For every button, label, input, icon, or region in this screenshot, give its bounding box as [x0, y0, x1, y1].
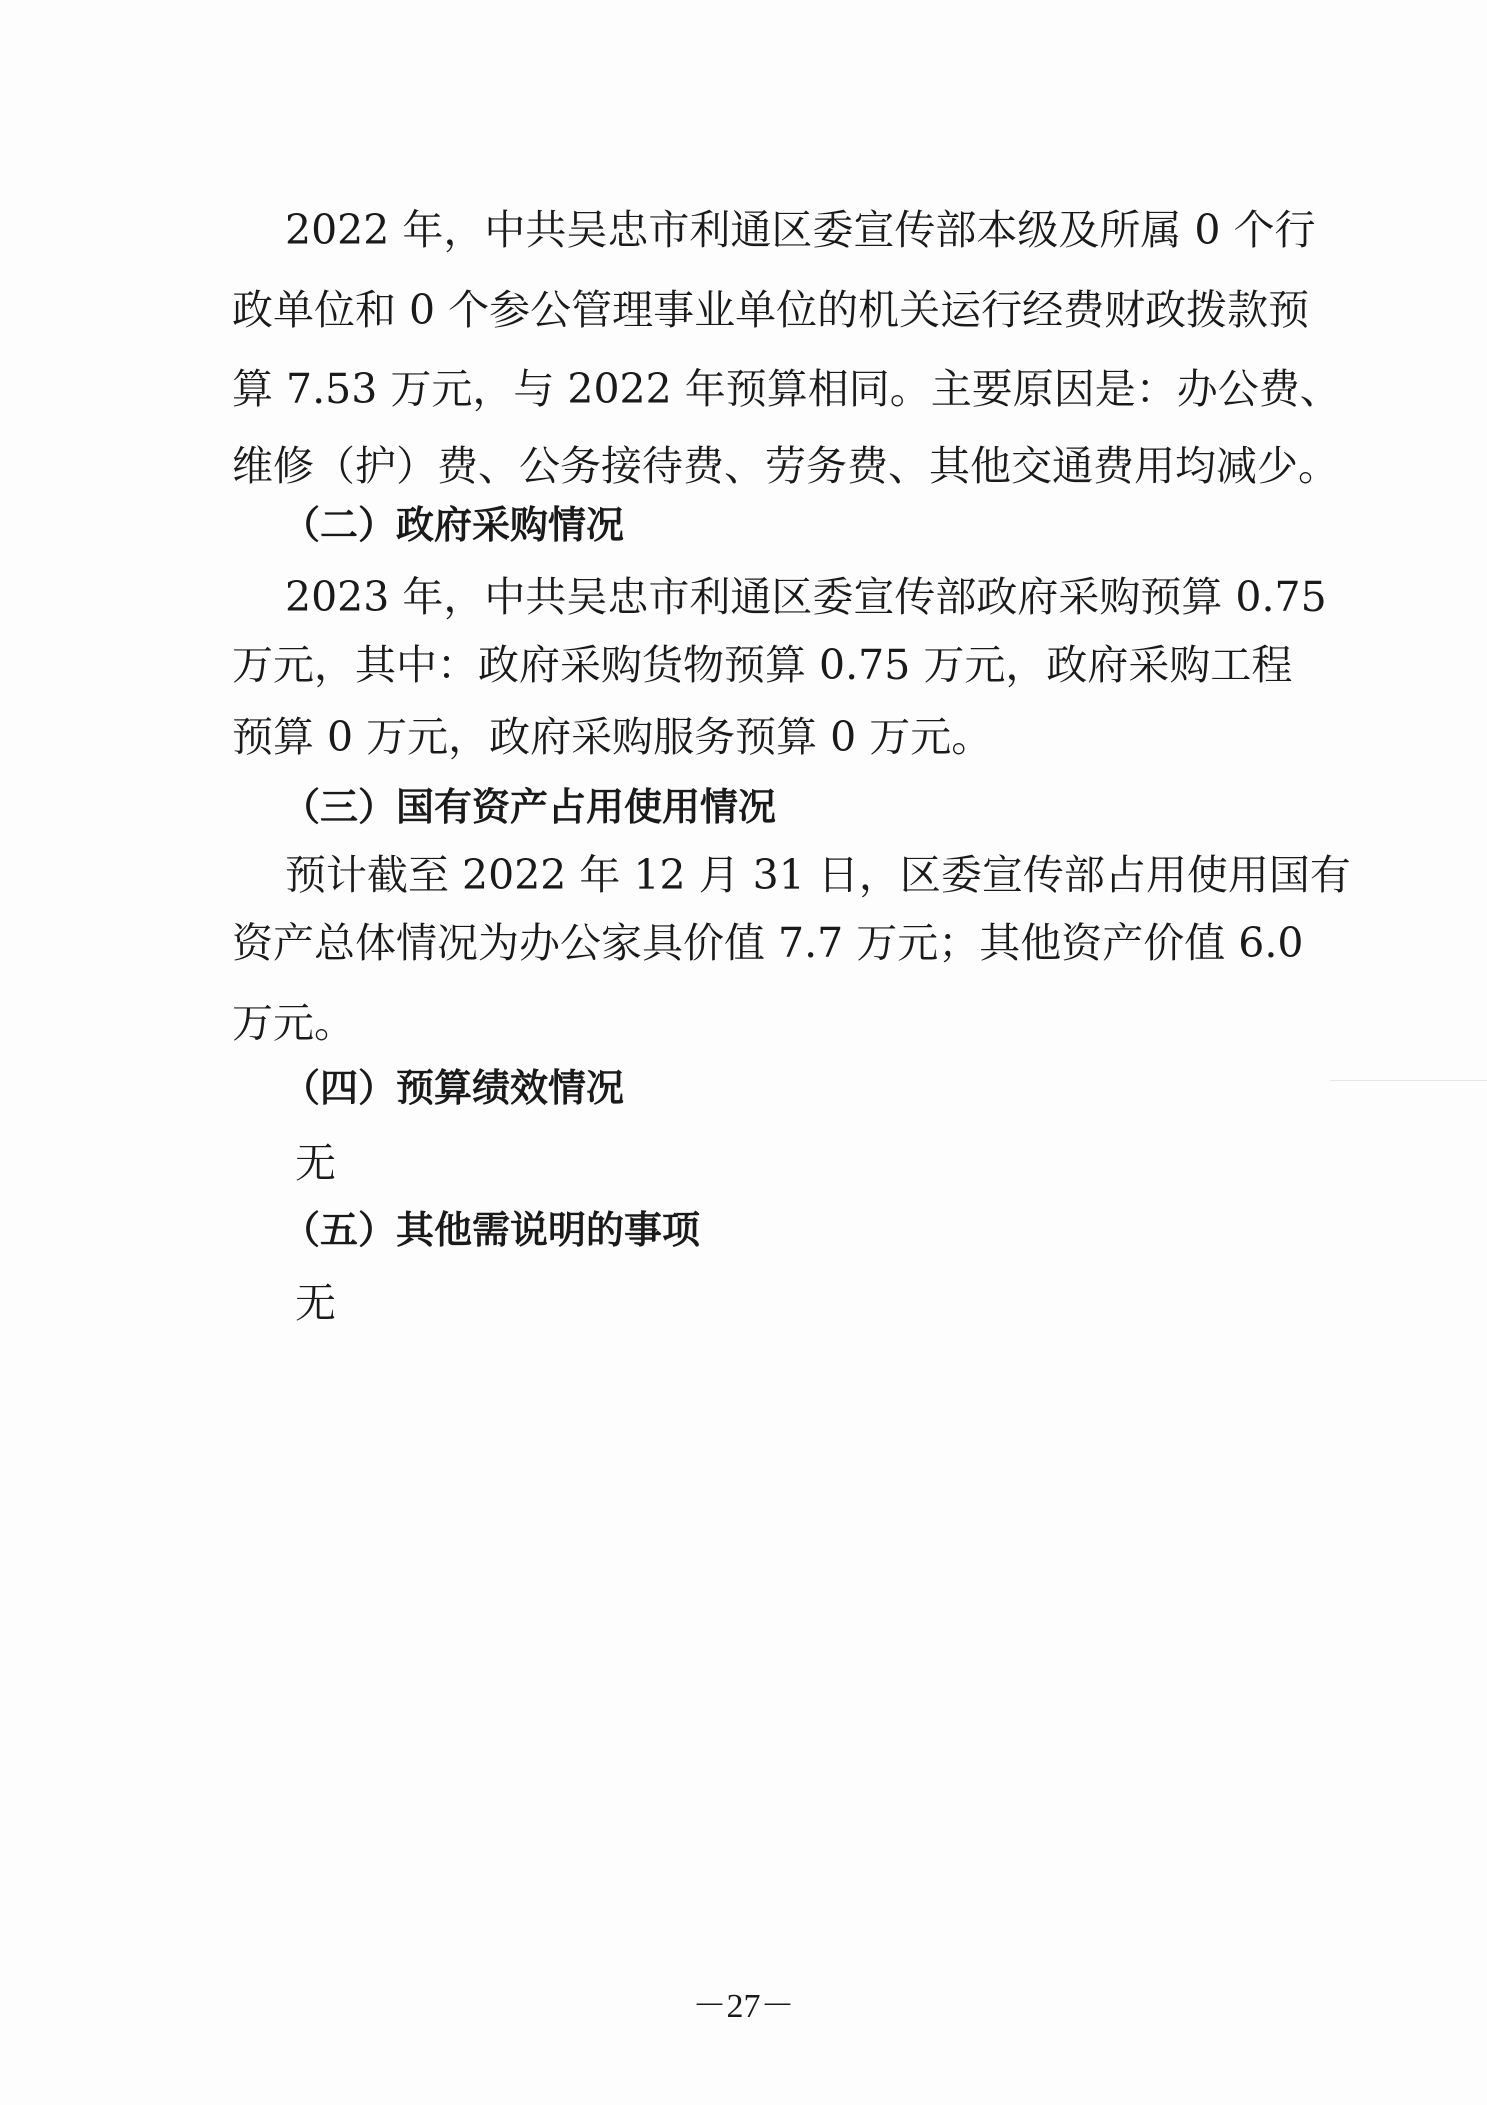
section-2-line-1: 2023 年，中共吴忠市利通区委宣传部政府采购预算 0.75: [285, 573, 1327, 621]
section-4-body: 无: [295, 1139, 336, 1187]
paragraph-1-line-1: 2022 年，中共吴忠市利通区委宣传部本级及所属 0 个行: [285, 206, 1316, 254]
scan-artifact-line: [1330, 1080, 1487, 1081]
page-number: －27－: [692, 1988, 795, 2025]
section-3-heading: （三）国有资产占用使用情况: [282, 785, 777, 829]
section-5-heading: （五）其他需说明的事项: [282, 1208, 701, 1252]
section-2-line-2: 万元，其中：政府采购货物预算 0.75 万元，政府采购工程: [232, 641, 1293, 689]
section-3-line-2: 资产总体情况为办公家具价值 7.7 万元；其他资产价值 6.0: [232, 919, 1304, 967]
section-3-line-1: 预计截至 2022 年 12 月 31 日，区委宣传部占用使用国有: [285, 851, 1351, 899]
section-5-body: 无: [295, 1279, 336, 1327]
paragraph-1-line-3: 算 7.53 万元，与 2022 年预算相同。主要原因是：办公费、: [232, 365, 1341, 413]
paragraph-1-line-2: 政单位和 0 个参公管理事业单位的机关运行经费财政拨款预: [232, 286, 1310, 334]
section-3-line-3: 万元。: [232, 999, 355, 1047]
section-2-heading: （二）政府采购情况: [282, 503, 625, 547]
section-4-heading: （四）预算绩效情况: [282, 1066, 625, 1110]
paragraph-1-line-4: 维修（护）费、公务接待费、劳务费、其他交通费用均减少。: [232, 442, 1339, 490]
section-2-line-3: 预算 0 万元，政府采购服务预算 0 万元。: [232, 713, 993, 761]
